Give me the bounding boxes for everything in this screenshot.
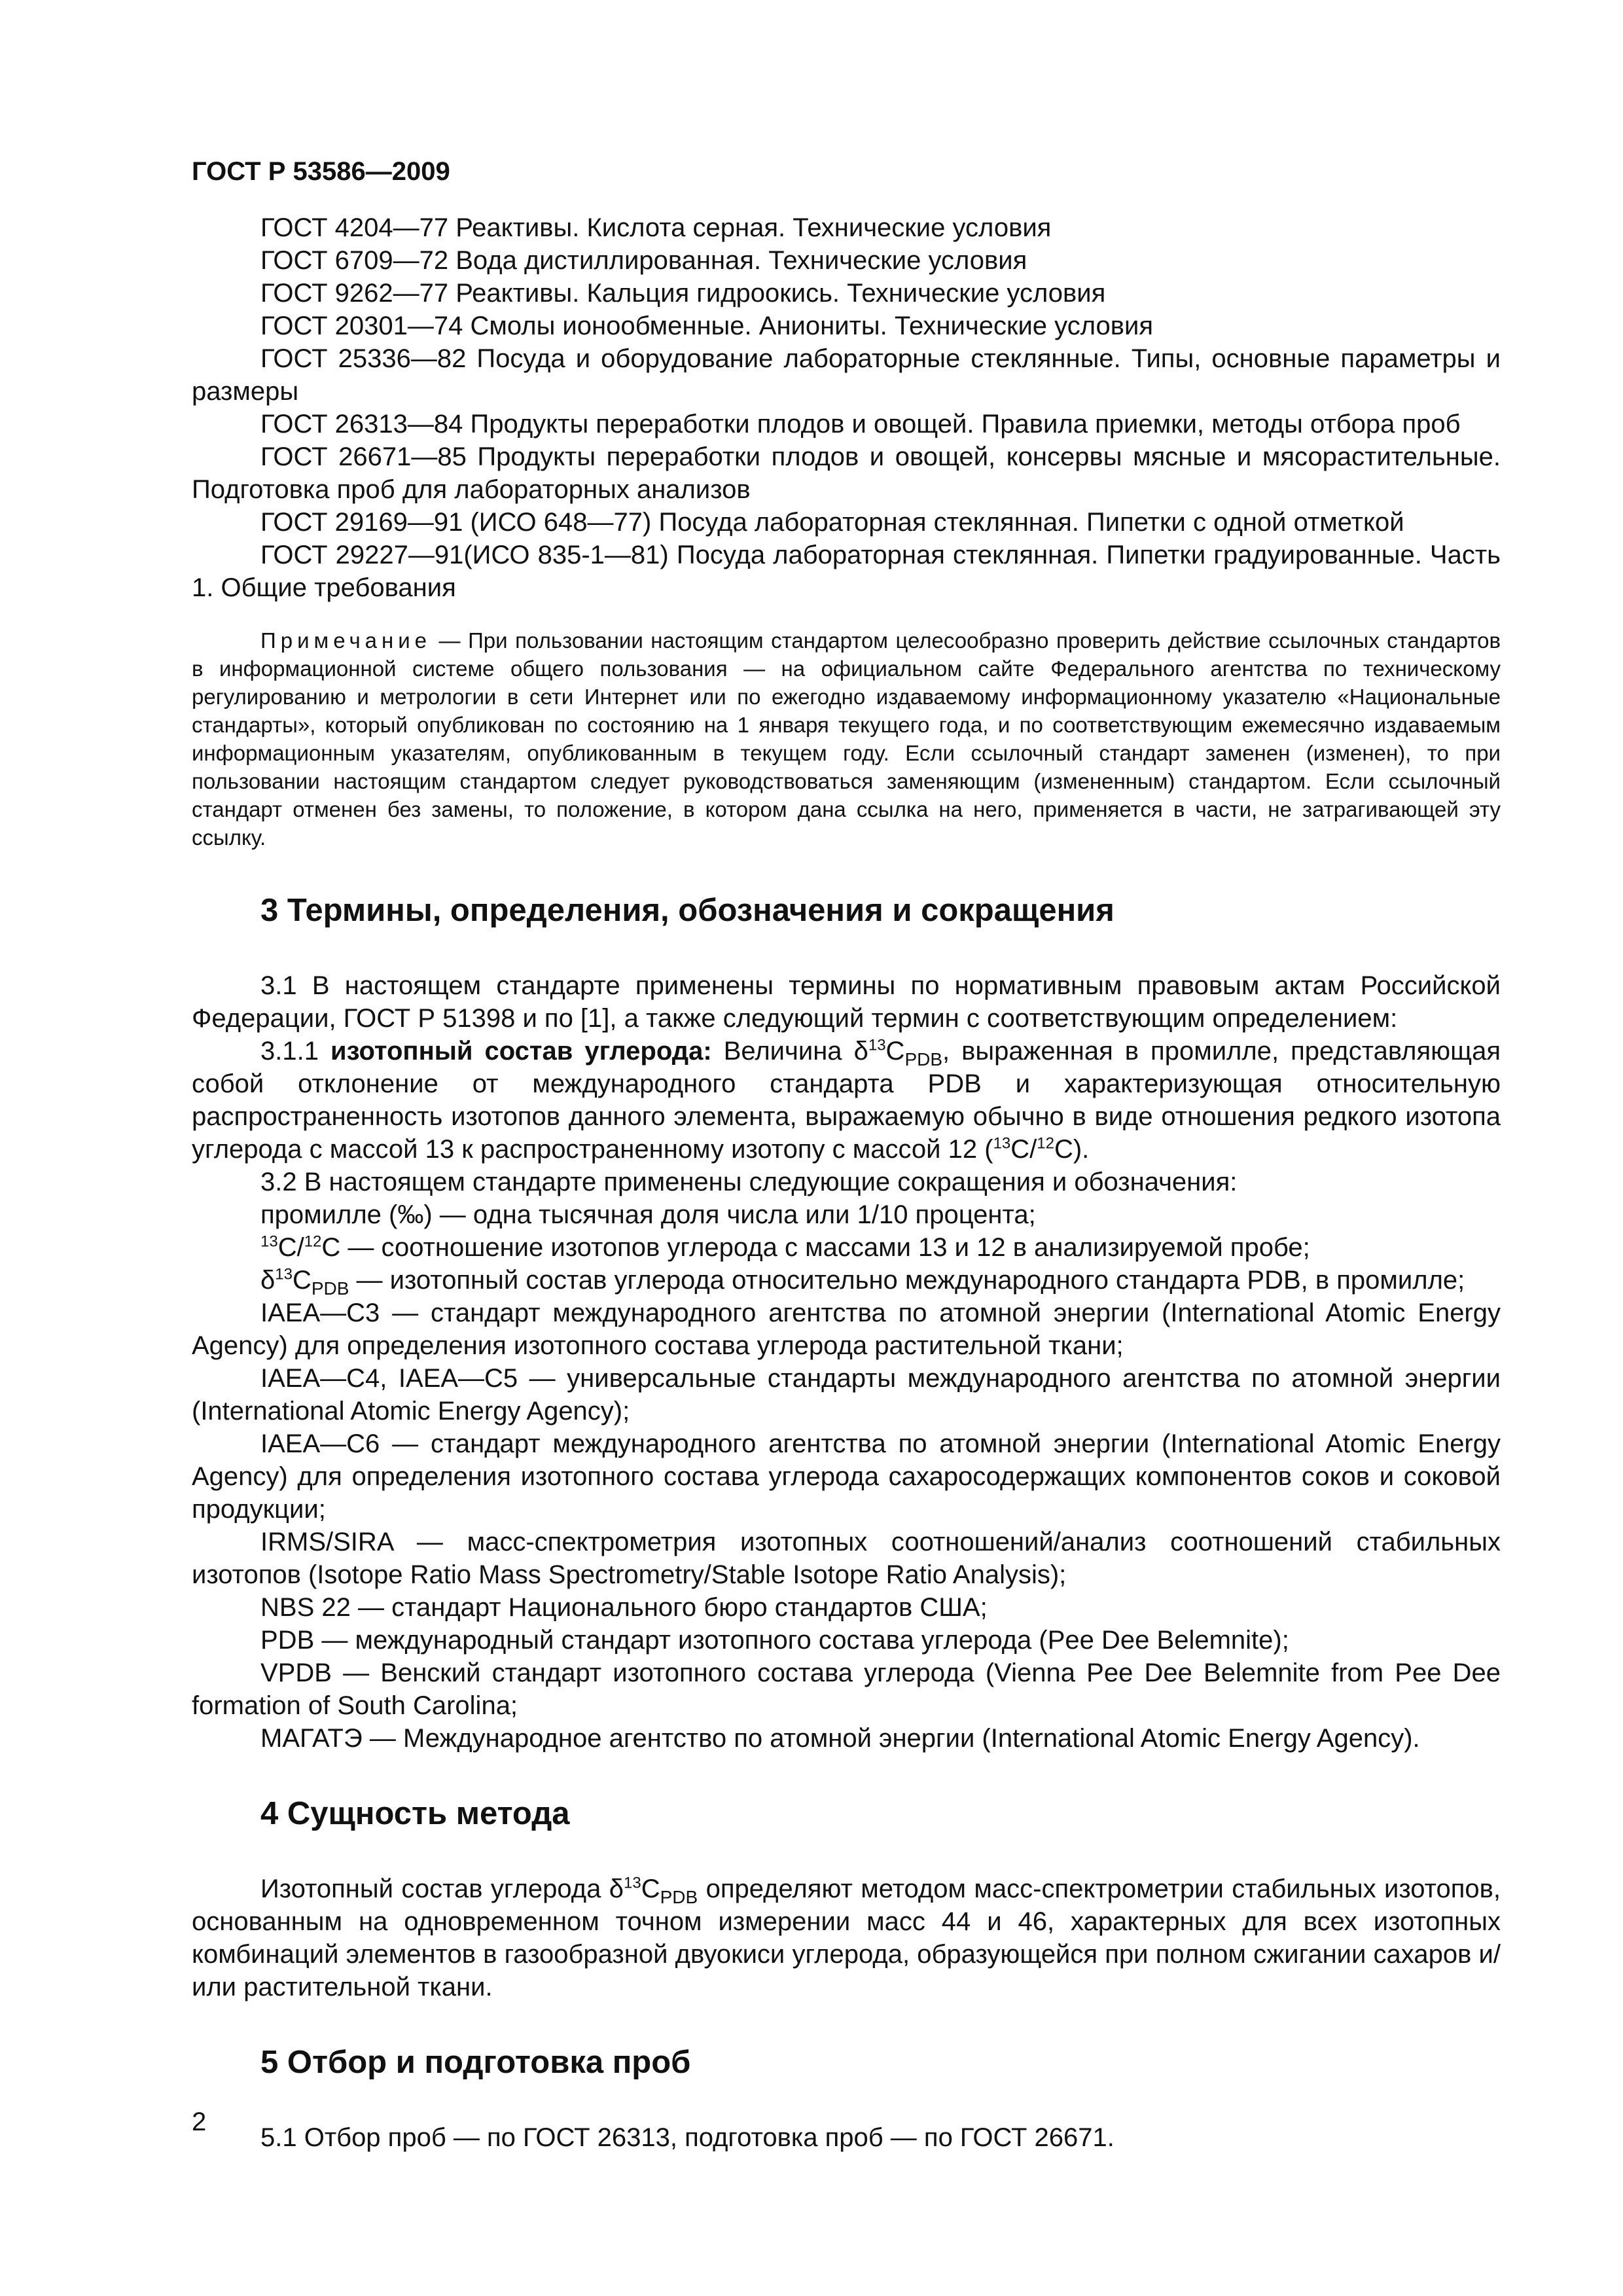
text-fragment: C xyxy=(641,1874,660,1903)
reference-item: ГОСТ 26313—84 Продукты переработки плодов и овощей. Правила приемки, методы отбора проб xyxy=(260,410,1461,439)
reference-item: ГОСТ 6709—72 Вода дистиллированная. Технические условия xyxy=(260,246,1027,275)
abbreviation-item: IRMS/SIRA — масс-спектрометрия изотопных соотношений/анализ соотношений стабильных изотопов (Isotope Ratio Mass Spectrometry/Stable Isotope Ratio Analysis); xyxy=(192,1528,1501,1589)
superscript: 13 xyxy=(993,1134,1011,1153)
subscript: PDB xyxy=(904,1049,943,1069)
abbreviation-item: NBS 22 — стандарт Национального бюро стандартов США; xyxy=(260,1593,988,1622)
text-fragment: C — соотношение изотопов углерода с массами 13 и 12 в анализируемой пробе; xyxy=(321,1233,1310,1262)
superscript: 13 xyxy=(624,1874,641,1892)
text-fragment: определяют методом масс-спектрометрии стабильных изотопов, основанным на одновременном точном измерении масс 44 и 46, характерных для всех изотопных комбинаций элементов в газообразной двуокиси углерода, образующейся при полном сжигании сахаров и/или растительной ткани. xyxy=(192,1874,1501,2001)
text-fragment: , выраженная в промилле, представляющая собой отклонение от международного стандарта PDB и характеризующая относительную распространенность изотопов данного элемента, выражаемую обычно в виде отношения редкого изотопа углерода с массой 13 к распространенному изотопу с массой 12 ( xyxy=(192,1037,1501,1164)
paragraph-5-1: 5.1 Отбор проб — по ГОСТ 26313, подготовка проб — по ГОСТ 26671. xyxy=(260,2123,1115,2152)
defined-term: изотопный состав углерода: xyxy=(330,1037,712,1066)
note-paragraph xyxy=(192,626,1501,852)
references-list xyxy=(192,211,1501,604)
text-fragment: δ xyxy=(260,1266,276,1295)
abbreviation-item: IAEA—C3 — стандарт международного агентства по атомной энергии (International Atomic Energy Agency) для определения изотопного состава углерода растительной ткани; xyxy=(192,1299,1501,1360)
abbreviation-item xyxy=(192,1231,1501,1264)
reference-item: ГОСТ 25336—82 Посуда и оборудование лабораторные стеклянные. Типы, основные параметры и размеры xyxy=(192,344,1501,406)
abbreviation-item: промилле (‰) — одна тысячная доля числа или 1/10 процента; xyxy=(260,1200,1036,1229)
text-fragment: C/ xyxy=(1010,1135,1037,1164)
text-fragment: C/ xyxy=(277,1233,304,1262)
text-fragment: C xyxy=(885,1037,905,1066)
abbreviation-item xyxy=(192,1264,1501,1297)
document-page xyxy=(192,157,1501,2154)
section-4-heading: 4 Сущность метода xyxy=(260,1796,570,1831)
abbreviation-item: МАГАТЭ — Международное агентство по атомной энергии (International Atomic Energy Agency). xyxy=(260,1724,1420,1753)
paragraph-4 xyxy=(192,1873,1501,2003)
reference-item: ГОСТ 29227—91(ИСО 835-1—81) Посуда лабораторная стеклянная. Пипетки градуированные. Часть 1. Общие требования xyxy=(192,541,1501,602)
superscript: 13 xyxy=(260,1232,278,1251)
superscript: 12 xyxy=(1037,1134,1054,1153)
text-fragment: — изотопный состав углерода относительно международного стандарта PDB, в промилле; xyxy=(349,1266,1465,1295)
reference-item: ГОСТ 9262—77 Реактивы. Кальция гидроокись. Технические условия xyxy=(260,279,1106,308)
text-fragment: Изотопный состав углерода δ xyxy=(260,1874,624,1903)
reference-item: ГОСТ 20301—74 Смолы ионообменные. Аниониты. Технические условия xyxy=(260,312,1153,340)
note-text: — При пользовании настоящим стандартом целесообразно проверить действие ссылочных стандартов в информационной системе общего пользования — на официальном сайте Федерального агентства по техническому регулированию и метрологии в сети Интернет или по ежегодно издаваемому информационному указателю «Национальные стандарты», который опубликован по состоянию на 1 января текущего года, и по соответствующим ежемесячно издаваемым информационным указателям, опубликованным в текущем году. Если ссылочный стандарт заменен (изменен), то при пользовании настоящим стандартом следует руководствоваться заменяющим (измененным) стандартом. Если ссылочный стандарт отменен без замены, то положение, в котором дана ссылка на него, применяется в части, не затрагивающей эту ссылку. xyxy=(192,628,1501,850)
abbreviation-item: IAEA—C6 — стандарт международного агентства по атомной энергии (International Atomic Energy Agency) для определения изотопного состава углерода сахаросодержащих компонентов соков и соковой продукции; xyxy=(192,1429,1501,1524)
document-header: ГОСТ Р 53586—2009 xyxy=(192,157,450,186)
subscript: PDB xyxy=(311,1278,349,1299)
reference-item: ГОСТ 4204—77 Реактивы. Кислота серная. Технические условия xyxy=(260,213,1052,242)
superscript: 12 xyxy=(304,1232,322,1251)
paragraph-3-2: 3.2 В настоящем стандарте применены следующие сокращения и обозначения: xyxy=(260,1168,1238,1196)
paragraph-3-1-1 xyxy=(192,1035,1501,1166)
abbreviation-item: VPDB — Венский стандарт изотопного состава углерода (Vienna Pee Dee Belemnite from Pee Dee formation of South Carolina; xyxy=(192,1659,1501,1720)
reference-item: ГОСТ 26671—85 Продукты переработки плодов и овощей, консервы мясные и мясорастительные. Подготовка проб для лабораторных анализов xyxy=(192,442,1501,504)
superscript: 13 xyxy=(868,1036,886,1054)
text-fragment: Величина δ xyxy=(723,1037,868,1066)
clause-number: 3.1.1 xyxy=(260,1037,319,1066)
page-number: 2 xyxy=(192,2108,207,2136)
section-3-heading: 3 Термины, определения, обозначения и сокращения xyxy=(260,893,1115,928)
reference-item: ГОСТ 29169—91 (ИСО 648—77) Посуда лабораторная стеклянная. Пипетки с одной отметкой xyxy=(260,508,1404,537)
superscript: 13 xyxy=(275,1265,293,1283)
section-5-heading: 5 Отбор и подготовка проб xyxy=(260,2045,691,2080)
paragraph-3-1: 3.1 В настоящем стандарте применены термины по нормативным правовым актам Российской Федерации, ГОСТ Р 51398 и по [1], а также следующий термин с соответствующим определением: xyxy=(192,971,1501,1033)
text-fragment: C xyxy=(292,1266,312,1295)
text-fragment: C). xyxy=(1054,1135,1090,1164)
subscript: PDB xyxy=(660,1887,698,1907)
note-label: Примечание xyxy=(260,628,432,653)
abbreviation-item: IAEA—C4, IAEA—C5 — универсальные стандарты международного агентства по атомной энергии (International Atomic Energy Agency); xyxy=(192,1364,1501,1426)
abbreviation-item: PDB — международный стандарт изотопного состава углерода (Pee Dee Belemnite); xyxy=(260,1626,1289,1655)
